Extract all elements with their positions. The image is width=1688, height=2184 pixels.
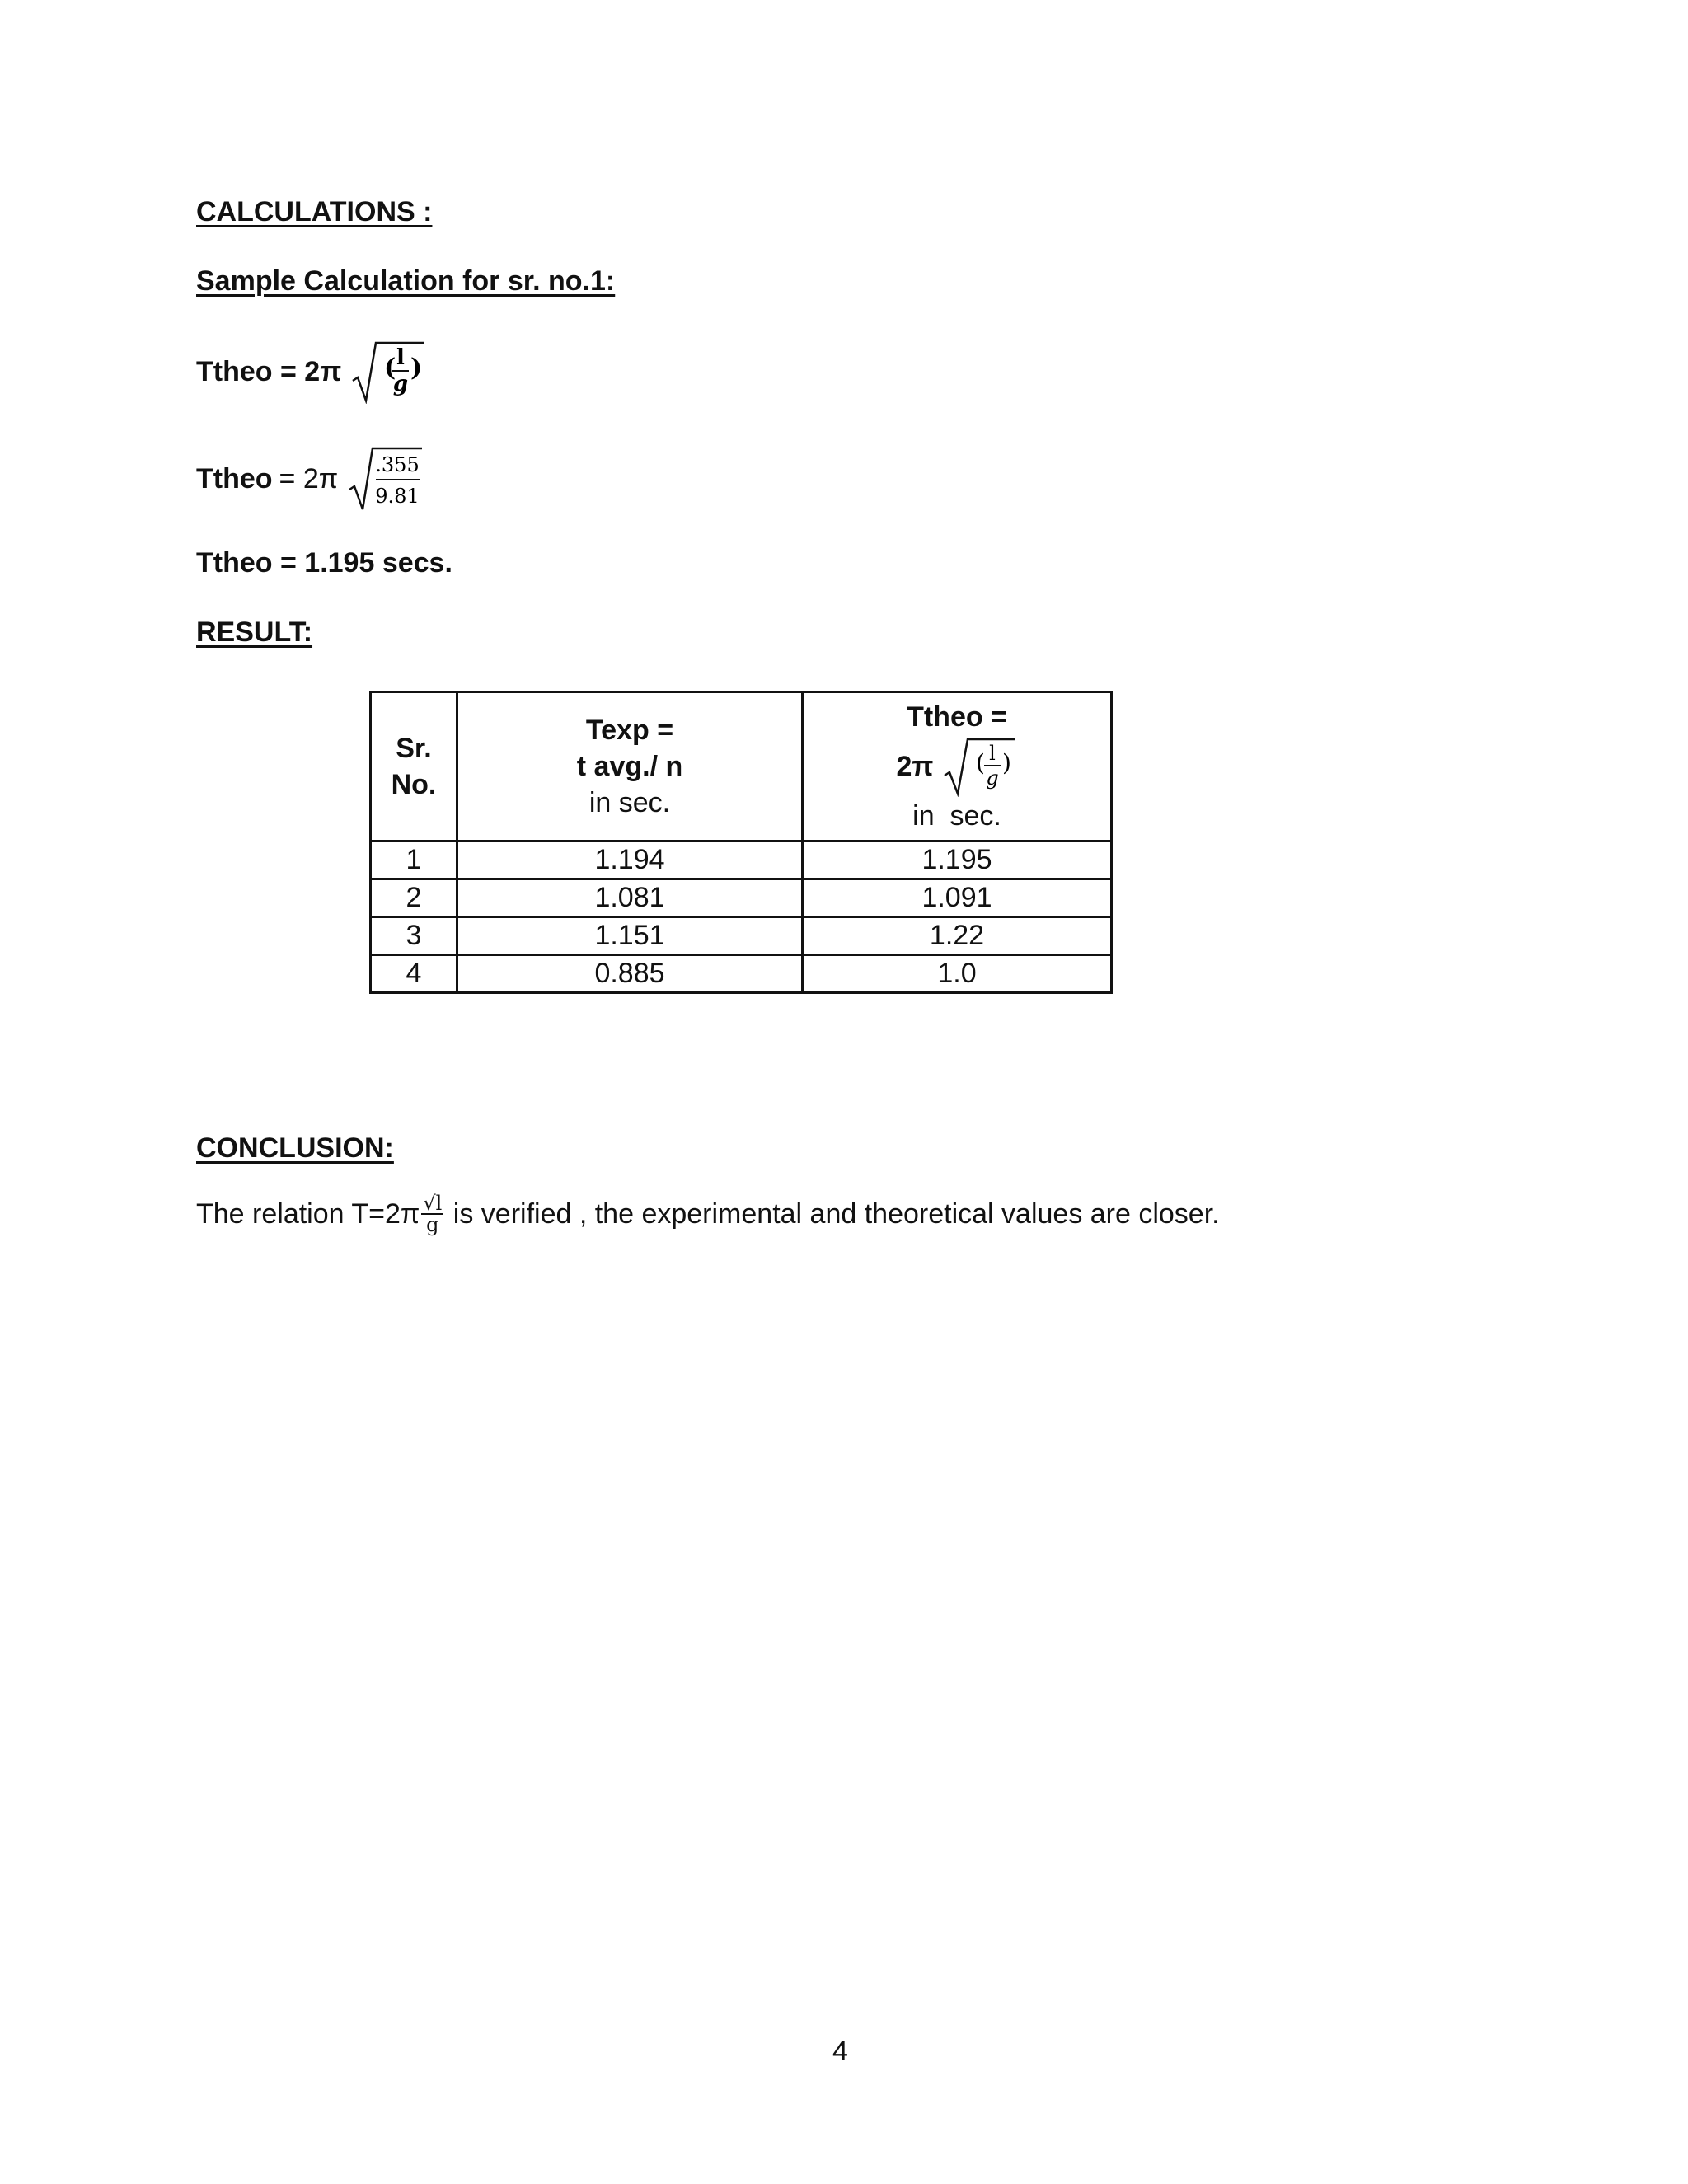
cell-sr: 4	[371, 955, 457, 993]
cell-ttheo: 1.22	[803, 917, 1112, 955]
formula-2-lhs: Ttheo	[196, 462, 273, 494]
conclusion-prefix: The relation T=2π	[196, 1197, 420, 1230]
results-table	[369, 691, 1113, 994]
header-sr-line2: No.	[391, 769, 437, 800]
header-sqrt-l-over-g	[943, 736, 1017, 797]
header-den: g	[986, 766, 1000, 790]
header-texp-line1: Texp =	[585, 714, 674, 746]
cell-ttheo: 1.0	[803, 955, 1112, 993]
formula-substituted	[196, 445, 424, 513]
cell-texp: 1.194	[457, 841, 803, 879]
cell-sr: 1	[371, 841, 457, 879]
header-sr-no	[371, 692, 457, 841]
theoretical-result: Ttheo = 1.195 secs.	[196, 547, 452, 579]
table-row	[371, 955, 1112, 993]
cell-sr: 2	[371, 879, 457, 917]
cell-texp: 0.885	[457, 955, 803, 993]
table-row	[371, 917, 1112, 955]
paren-close: )	[410, 354, 423, 382]
table-row	[371, 879, 1112, 917]
conclusion-den: g	[426, 1213, 439, 1236]
header-ttheo-unit: in sec.	[912, 800, 1001, 832]
svg-text:(: (	[976, 749, 986, 776]
formula-1-lhs: Ttheo = 2π	[196, 355, 342, 387]
formula-2-den: 9.81	[375, 485, 420, 508]
header-sr-line1: Sr.	[396, 732, 432, 764]
header-ttheo	[803, 692, 1112, 841]
svg-text:): )	[1002, 749, 1012, 776]
header-texp	[457, 692, 803, 841]
page-number: 4	[832, 2036, 848, 2067]
formula-theoretical-period	[196, 340, 425, 404]
cell-texp: 1.151	[457, 917, 803, 955]
conclusion-num: √l	[423, 1192, 443, 1215]
formula-1-den: g	[393, 372, 409, 396]
header-ttheo-2pi: 2π	[896, 750, 934, 782]
conclusion-suffix: is verified , the experimental and theoretical values are closer.	[445, 1197, 1220, 1230]
header-texp-unit: in sec.	[588, 787, 671, 819]
header-num: l	[989, 742, 996, 765]
conclusion-text	[196, 1193, 1220, 1235]
formula-2-rhs: = 2π	[279, 462, 339, 494]
sqrt-fraction	[348, 445, 424, 513]
paren-open: (	[384, 354, 396, 382]
cell-ttheo: 1.091	[803, 879, 1112, 917]
header-ttheo-line1: Ttheo =	[907, 701, 1007, 733]
sqrt-l-over-g	[351, 340, 425, 404]
formula-2-num: .355	[375, 453, 420, 476]
result-heading: RESULT:	[196, 616, 313, 648]
conclusion-heading: CONCLUSION:	[196, 1132, 394, 1164]
table-header-row	[371, 692, 1112, 841]
conclusion-fraction	[421, 1193, 443, 1235]
cell-ttheo: 1.195	[803, 841, 1112, 879]
table-row	[371, 841, 1112, 879]
cell-sr: 3	[371, 917, 457, 955]
formula-1-num: l	[396, 345, 406, 370]
header-ttheo-formula	[804, 735, 1110, 798]
sample-calculation-heading: Sample Calculation for sr. no.1:	[196, 265, 616, 297]
header-texp-line2: t avg./ n	[576, 750, 683, 782]
calculations-heading: CALCULATIONS :	[196, 196, 433, 227]
cell-texp: 1.081	[457, 879, 803, 917]
